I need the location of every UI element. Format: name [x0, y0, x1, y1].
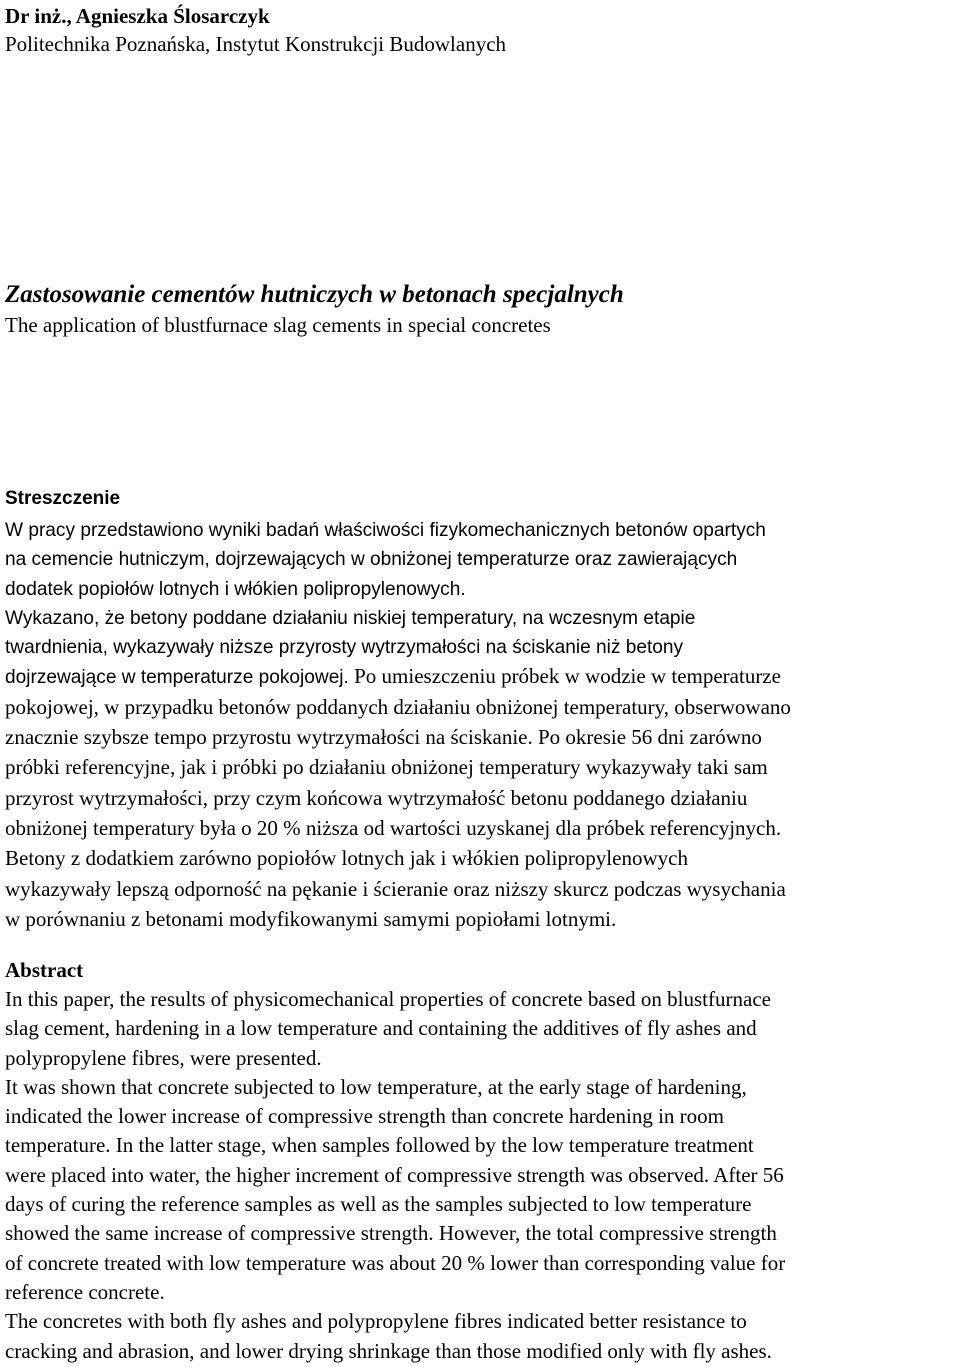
abstract-line: days of curing the reference samples as well as the samples subjected to low temperature: [5, 1192, 752, 1217]
abstract-line: showed the same increase of compressive strength. However, the total compressive strength: [5, 1221, 777, 1246]
streszczenie-text-serif: obniżonej temperatury była o 20 % niższa od wartości uzyskanej dla próbek referencyjnych.: [5, 815, 782, 840]
abstract-line: cracking and abrasion, and lower drying shrinkage than those modified only with fly ashes.: [5, 1338, 772, 1363]
streszczenie-text-serif: znacznie szybsze tempo przyrostu wytrzymałości na ściskanie. Po okresie 56 dni zarówno: [5, 725, 762, 750]
abstract-line: temperature. In the latter stage, when samples followed by the low temperature treatment: [5, 1133, 754, 1158]
streszczenie-line: [5, 844, 960, 874]
streszczenie-line: [5, 753, 960, 783]
streszczenie-line: [5, 814, 960, 844]
abstract-heading: Abstract: [5, 958, 84, 982]
streszczenie-line: [5, 875, 960, 905]
abstract-line: reference concrete.: [5, 1279, 165, 1304]
streszczenie-line: [5, 784, 960, 814]
streszczenie-line: [5, 723, 960, 753]
streszczenie-line: [5, 575, 960, 604]
streszczenie-text-serif: wykazywały lepszą odporność na pękanie i ścieranie oraz niższy skurcz podczas wysychania: [5, 876, 786, 901]
abstract-line: It was shown that concrete subjected to low temperature, at the early stage of hardening,: [5, 1074, 747, 1099]
author-affiliation: Politechnika Poznańska, Instytut Konstrukcji Budowlanych: [5, 32, 507, 56]
title-polish: Zastosowanie cementów hutniczych w betonach specjalnych: [5, 281, 624, 308]
streszczenie-line: [5, 516, 960, 545]
abstract-line: polypropylene fibres, were presented.: [5, 1045, 322, 1070]
abstract-line: slag cement, hardening in a low temperature and containing the additives of fly ashes and: [5, 1016, 757, 1041]
streszczenie-text-serif: próbki referencyjne, jak i próbki po działaniu obniżonej temperatury wykazywały taki sam: [5, 755, 768, 780]
abstract-line: The concretes with both fly ashes and polypropylene fibres indicated better resistance to: [5, 1309, 747, 1334]
abstract-line: indicated the lower increase of compressive strength than concrete hardening in room: [5, 1104, 724, 1129]
streszczenie-heading: Streszczenie: [5, 488, 121, 509]
streszczenie-text-sans: dojrzewające w temperaturze pokojowej.: [5, 667, 349, 689]
streszczenie-text-serif: w porównaniu z betonami modyfikowanymi samymi popiołami lotnymi.: [5, 906, 617, 931]
streszczenie-line: [5, 545, 960, 574]
abstract-line: In this paper, the results of physicomechanical properties of concrete based on blustfurnace: [5, 987, 771, 1011]
streszczenie-text-serif: Betony z dodatkiem zarówno popiołów lotnych jak i włókien polipropylenowych: [5, 846, 688, 871]
streszczenie-line: [5, 662, 960, 692]
abstract-body: [5, 985, 960, 1366]
streszczenie-line: [5, 693, 960, 723]
streszczenie-text-serif: pokojowej, w przypadku betonów poddanych działaniu obniżonej temperatury, obserwowano: [5, 694, 791, 719]
streszczenie-text-sans: Wykazano, że betony poddane działaniu niskiej temperatury, na wczesnym etapie: [5, 607, 696, 629]
abstract-line: of concrete treated with low temperature was about 20 % lower than corresponding value for: [5, 1250, 786, 1275]
streszczenie-text-sans: W pracy przedstawiono wyniki badań właściwości fizykomechanicznych betonów opartych: [5, 520, 766, 541]
streszczenie-text-serif: przyrost wytrzymałości, przy czym końcowa wytrzymałość betonu poddanego działaniu: [5, 785, 748, 810]
streszczenie-line: [5, 905, 960, 935]
abstract-line: were placed into water, the higher increment of compressive strength was observed. After 56: [5, 1162, 784, 1187]
streszczenie-text-sans: twardnienia, wykazywały niższe przyrosty wytrzymałości na ściskanie niż betony: [5, 637, 684, 659]
title-english: The application of blustfurnace slag cements in special concretes: [5, 313, 551, 337]
streszczenie-body: [5, 516, 960, 935]
streszczenie-text-serif: Po umieszczeniu próbek w wodzie w temperaturze: [348, 664, 781, 689]
streszczenie-line: [5, 604, 960, 633]
streszczenie-line: [5, 633, 960, 662]
streszczenie-text-sans: na cemencie hutniczym, dojrzewających w obniżonej temperaturze oraz zawierających: [5, 549, 738, 571]
streszczenie-text-sans: dodatek popiołów lotnych i włókien polipropylenowych.: [5, 578, 466, 600]
author-name: Dr inż., Agnieszka Ślosarczyk: [5, 4, 270, 28]
